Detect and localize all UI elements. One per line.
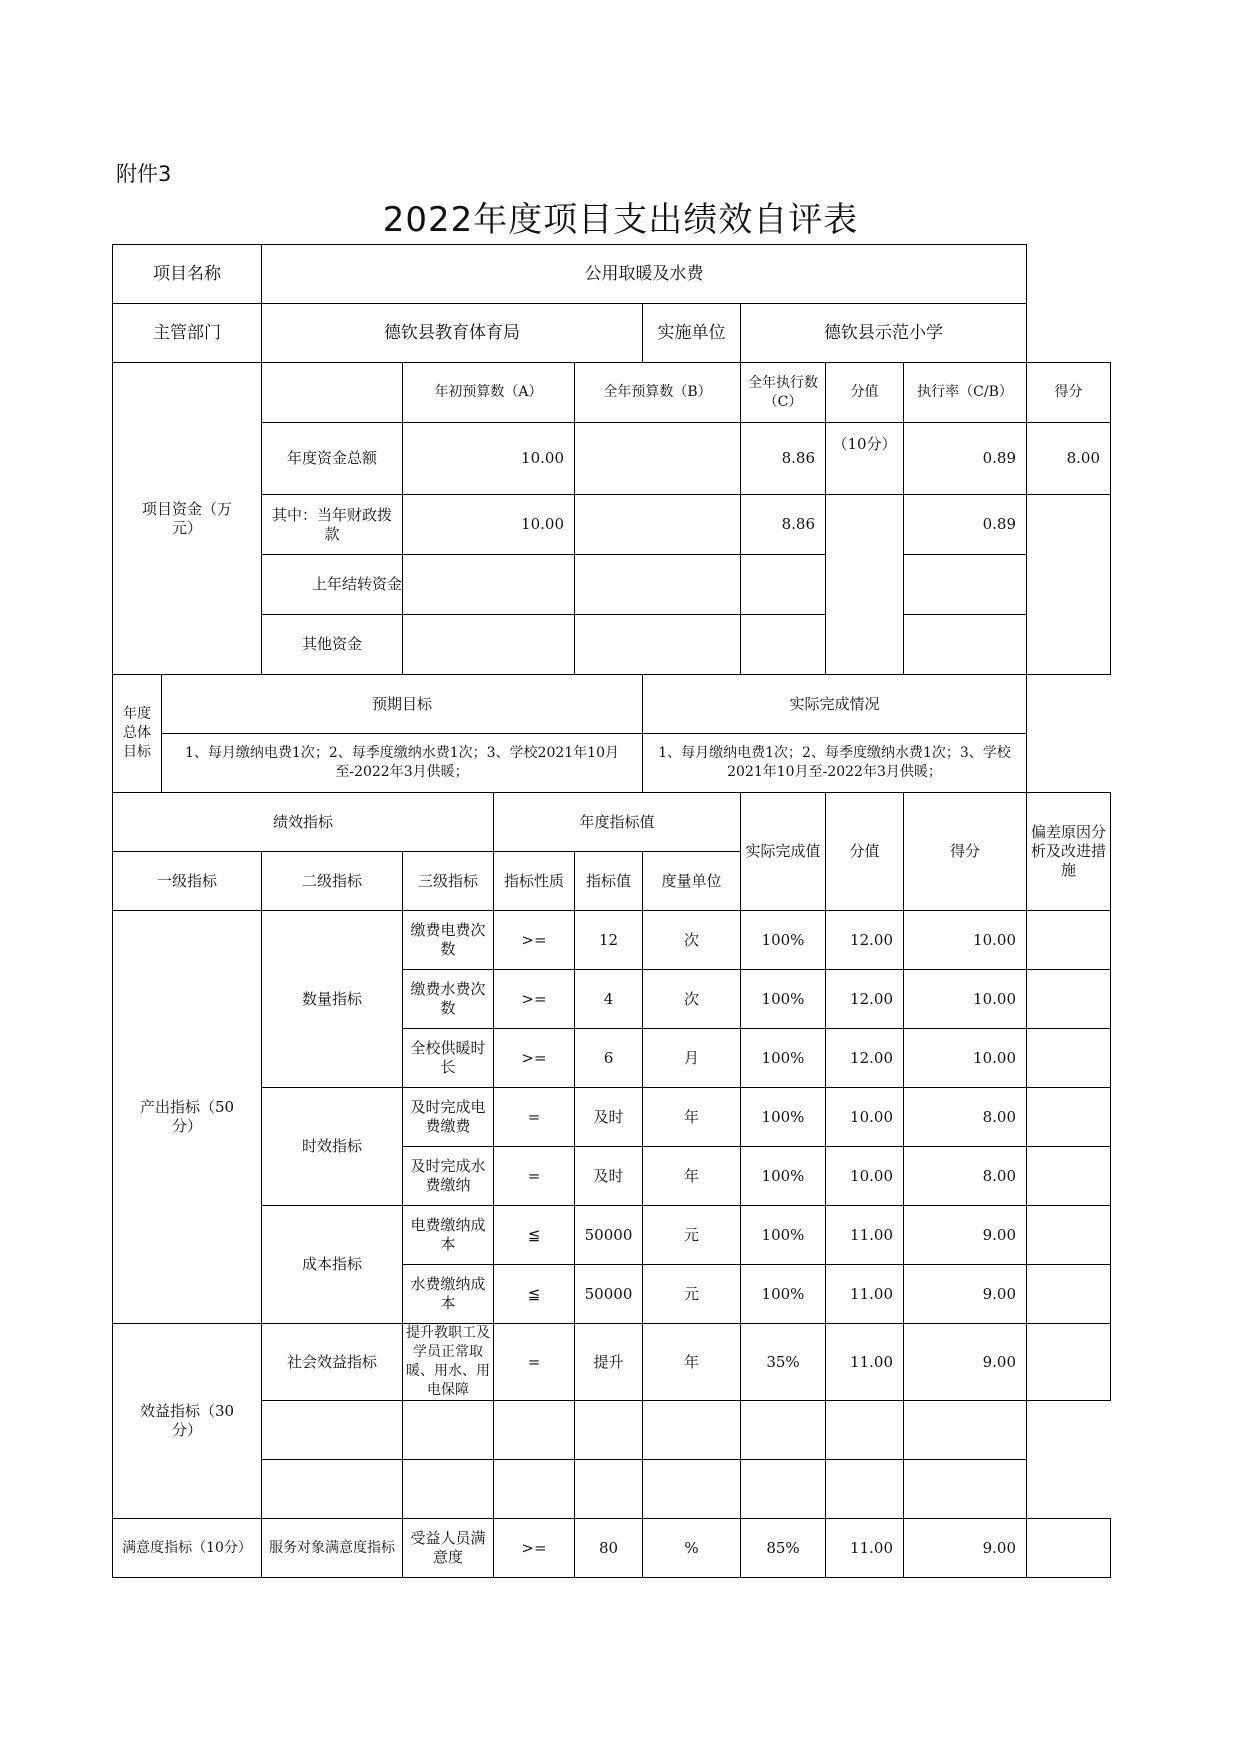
actual-goal: 1、每月缴纳电费1次；2、每季度缴纳水费1次；3、学校2021年10月至-2022年3月供暖； (643, 734, 1027, 793)
fund-row-label: 其他资金 (262, 615, 403, 675)
indicator-nature: = (494, 1324, 575, 1401)
fund-score-value: （10分） (826, 423, 904, 495)
empty-cell (262, 1401, 403, 1460)
indicator-score-value: 12.00 (826, 911, 904, 970)
indicator-name: 及时完成水费缴纳 (403, 1147, 494, 1206)
indicator-nature: >= (494, 911, 575, 970)
indicator-score: 10.00 (904, 970, 1027, 1029)
col-initial-budget: 年初预算数（A） (403, 363, 575, 423)
indicator-score: 9.00 (904, 1265, 1027, 1324)
indicator-value: 50000 (575, 1206, 643, 1265)
indicator-nature: = (494, 1088, 575, 1147)
indicator-deviation (1027, 1147, 1111, 1206)
indicator-name: 提升教职工及学员正常取暖、用水、用电保障 (403, 1324, 494, 1401)
annual-value-header: 年度指标值 (494, 793, 741, 852)
indicator-unit: % (643, 1519, 741, 1578)
empty-cell (403, 1460, 494, 1519)
indicator-name: 水费缴纳成本 (403, 1265, 494, 1324)
indicator-actual: 100% (741, 1088, 826, 1147)
perf-indicator-header: 绩效指标 (113, 793, 494, 852)
indicator-deviation (1027, 911, 1111, 970)
empty-cell (904, 1460, 1027, 1519)
project-name-label: 项目名称 (113, 245, 262, 304)
indicator-unit: 月 (643, 1029, 741, 1088)
indicator-score: 10.00 (904, 1029, 1027, 1088)
fund-exec (741, 615, 826, 675)
unit-label: 实施单位 (643, 304, 741, 363)
indicator-deviation (1027, 1088, 1111, 1147)
indicator-value: 12 (575, 911, 643, 970)
indicator-score-value: 11.00 (826, 1519, 904, 1578)
fund-row-label: 上年结转资金 (262, 555, 403, 615)
fund-score: 8.00 (1027, 423, 1111, 495)
fund-initial (403, 555, 575, 615)
indicator-deviation (1027, 1029, 1111, 1088)
indicator-score-value: 10.00 (826, 1088, 904, 1147)
actual-value-header: 实际完成值 (741, 793, 826, 911)
actual-goal-label: 实际完成情况 (643, 675, 1027, 734)
indicator-value: 80 (575, 1519, 643, 1578)
empty-cell (826, 1401, 904, 1460)
quantity-label: 数量指标 (262, 911, 403, 1088)
indicator-score: 8.00 (904, 1147, 1027, 1206)
fund-score-empty (1027, 495, 1111, 675)
indicator-actual: 100% (741, 1147, 826, 1206)
empty-cell (494, 1401, 575, 1460)
indicator-value: 及时 (575, 1147, 643, 1206)
attachment-label: 附件3 (116, 162, 172, 186)
indicator-deviation (1027, 970, 1111, 1029)
performance-table (112, 244, 1111, 1578)
indicator-nature: >= (494, 970, 575, 1029)
project-name: 公用取暖及水费 (262, 245, 1027, 304)
level2-header: 二级指标 (262, 852, 403, 911)
empty-cell (741, 1460, 826, 1519)
empty-cell (741, 1401, 826, 1460)
fund-rate (904, 615, 1027, 675)
col-score-value: 分值 (826, 363, 904, 423)
indicator-unit: 元 (643, 1265, 741, 1324)
dept-value: 德钦县教育体育局 (262, 304, 643, 363)
col-full-budget: 全年预算数（B） (575, 363, 741, 423)
indicator-score: 9.00 (904, 1519, 1027, 1578)
indicator-unit: 次 (643, 970, 741, 1029)
fund-initial: 10.00 (403, 495, 575, 555)
fund-score-value-empty (826, 495, 904, 675)
indicator-unit: 年 (643, 1088, 741, 1147)
indicator-value: 及时 (575, 1088, 643, 1147)
fund-exec: 8.86 (741, 495, 826, 555)
indicator-score: 8.00 (904, 1088, 1027, 1147)
indicator-unit: 次 (643, 911, 741, 970)
indicator-score-value: 12.00 (826, 1029, 904, 1088)
benefit-label: 效益指标（30分） (113, 1324, 262, 1519)
deviation-header: 偏差原因分析及改进措施 (1027, 793, 1111, 911)
indicator-deviation (1027, 1206, 1111, 1265)
fund-initial (403, 615, 575, 675)
indicator-name: 缴费水费次数 (403, 970, 494, 1029)
social-label: 社会效益指标 (262, 1324, 403, 1401)
indicator-nature: ≦ (494, 1206, 575, 1265)
empty-cell (494, 1460, 575, 1519)
indicator-nature: >= (494, 1519, 575, 1578)
indicator-actual: 100% (741, 1265, 826, 1324)
funds-blank-header (262, 363, 403, 423)
indicator-deviation (1027, 1324, 1111, 1401)
expected-goal: 1、每月缴纳电费1次；2、每季度缴纳水费1次；3、学校2021年10月至-2022年3月供暖； (162, 734, 643, 793)
indicator-actual: 100% (741, 911, 826, 970)
indicator-actual: 100% (741, 970, 826, 1029)
empty-cell (403, 1401, 494, 1460)
indicator-unit: 年 (643, 1324, 741, 1401)
indicator-score-value: 12.00 (826, 970, 904, 1029)
measure-header: 度量单位 (643, 852, 741, 911)
page-title: 2022年度项目支出绩效自评表 (382, 200, 859, 240)
empty-cell (643, 1401, 741, 1460)
fund-full (575, 423, 741, 495)
indicator-deviation (1027, 1265, 1111, 1324)
unit-value: 德钦县示范小学 (741, 304, 1027, 363)
indicator-score-value: 11.00 (826, 1206, 904, 1265)
level3-header: 三级指标 (403, 852, 494, 911)
funds-label: 项目资金（万元） (113, 363, 262, 675)
output-label: 产出指标（50分） (113, 911, 262, 1324)
fund-row-label: 年度资金总额 (262, 423, 403, 495)
indicator-score: 10.00 (904, 911, 1027, 970)
score-value-header: 分值 (826, 793, 904, 911)
fund-initial: 10.00 (403, 423, 575, 495)
indicator-actual: 35% (741, 1324, 826, 1401)
empty-cell (575, 1460, 643, 1519)
fund-full (575, 615, 741, 675)
col-rate: 执行率（C/B） (904, 363, 1027, 423)
fund-row-label: 其中：当年财政拨款 (262, 495, 403, 555)
dept-label: 主管部门 (113, 304, 262, 363)
empty-cell (904, 1401, 1027, 1460)
indicator-name: 及时完成电费缴费 (403, 1088, 494, 1147)
indicator-actual: 100% (741, 1029, 826, 1088)
indicator-name: 电费缴纳成本 (403, 1206, 494, 1265)
cost-label: 成本指标 (262, 1206, 403, 1324)
indicator-score-value: 11.00 (826, 1324, 904, 1401)
indicator-name: 受益人员满意度 (403, 1519, 494, 1578)
indicator-deviation (1027, 1519, 1111, 1578)
indicator-name: 缴费电费次数 (403, 911, 494, 970)
nature-header: 指标性质 (494, 852, 575, 911)
indicator-value: 6 (575, 1029, 643, 1088)
service-label: 服务对象满意度指标 (262, 1519, 403, 1578)
indicator-score: 9.00 (904, 1324, 1027, 1401)
indicator-nature: >= (494, 1029, 575, 1088)
col-exec: 全年执行数（C） (741, 363, 826, 423)
empty-cell (826, 1460, 904, 1519)
indicator-nature: ≦ (494, 1265, 575, 1324)
indicator-actual: 85% (741, 1519, 826, 1578)
indicator-name: 全校供暖时长 (403, 1029, 494, 1088)
indicator-value: 4 (575, 970, 643, 1029)
empty-cell (575, 1401, 643, 1460)
expected-goal-label: 预期目标 (162, 675, 643, 734)
indicator-score-value: 10.00 (826, 1147, 904, 1206)
indicator-value: 提升 (575, 1324, 643, 1401)
indicator-value: 50000 (575, 1265, 643, 1324)
score-header: 得分 (904, 793, 1027, 911)
fund-rate: 0.89 (904, 495, 1027, 555)
fund-rate: 0.89 (904, 423, 1027, 495)
indicator-score-value: 11.00 (826, 1265, 904, 1324)
indicator-unit: 元 (643, 1206, 741, 1265)
satisfaction-label: 满意度指标（10分） (113, 1519, 262, 1578)
indicator-unit: 年 (643, 1147, 741, 1206)
level1-header: 一级指标 (113, 852, 262, 911)
indicator-actual: 100% (741, 1206, 826, 1265)
fund-full (575, 495, 741, 555)
fund-rate (904, 555, 1027, 615)
timeliness-label: 时效指标 (262, 1088, 403, 1206)
goals-label: 年度总体目标 (113, 675, 162, 793)
indicator-score: 9.00 (904, 1206, 1027, 1265)
empty-cell (262, 1460, 403, 1519)
empty-cell (643, 1460, 741, 1519)
fund-exec (741, 555, 826, 615)
indicator-nature: = (494, 1147, 575, 1206)
fund-full (575, 555, 741, 615)
col-score: 得分 (1027, 363, 1111, 423)
value-header: 指标值 (575, 852, 643, 911)
fund-exec: 8.86 (741, 423, 826, 495)
